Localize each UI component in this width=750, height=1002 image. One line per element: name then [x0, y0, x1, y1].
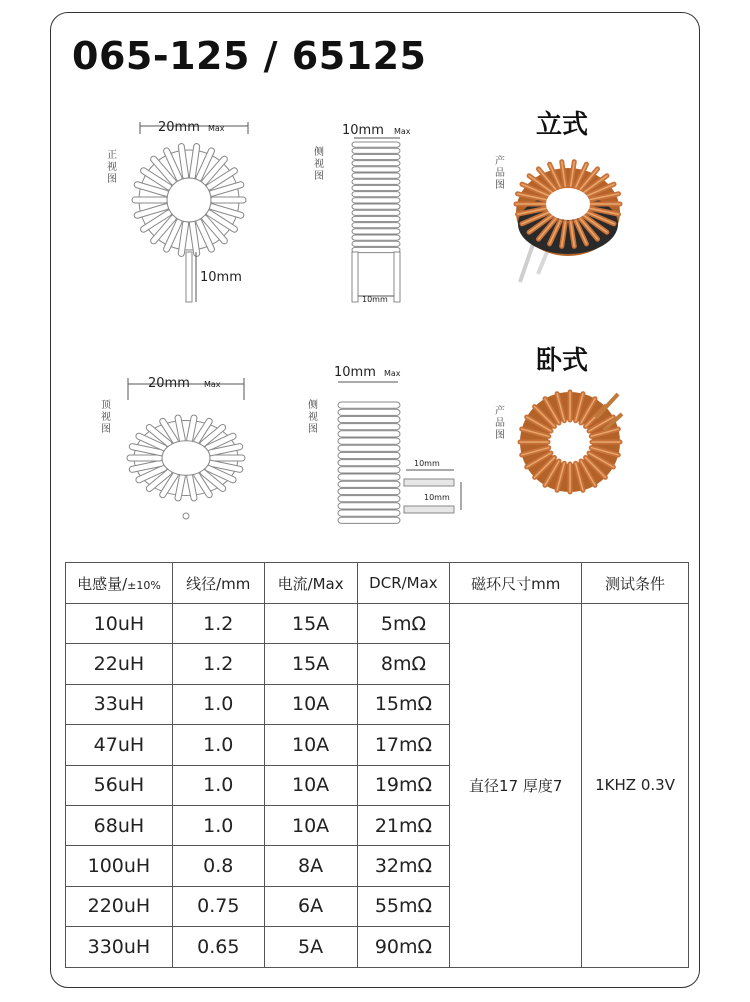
- dcr-cell: 32mΩ: [357, 846, 450, 886]
- ring-size-cell: 直径17 厚度7: [450, 604, 582, 968]
- product-image-label-2: 产品图: [495, 406, 505, 441]
- side2-width-label: 10mm: [334, 365, 376, 380]
- top-view-label: 顶视图: [101, 400, 111, 435]
- inductance-cell: 47uH: [66, 725, 173, 765]
- header-ring: 磁环尺寸mm: [450, 563, 582, 604]
- header-test: 测试条件: [582, 563, 689, 604]
- current-cell: 6A: [264, 886, 357, 926]
- dcr-cell: 15mΩ: [357, 684, 450, 724]
- wire-cell: 1.0: [172, 684, 264, 724]
- wire-cell: 1.2: [172, 604, 264, 644]
- vertical-product-image: [510, 150, 630, 290]
- front-view-drawing: [120, 110, 260, 310]
- inductance-cell: 220uH: [66, 886, 173, 926]
- side-lead-label: 10mm: [362, 295, 388, 304]
- wire-cell: 0.75: [172, 886, 264, 926]
- current-cell: 15A: [264, 644, 357, 684]
- wire-cell: 1.0: [172, 805, 264, 845]
- wire-cell: 0.65: [172, 927, 264, 967]
- side-view-label: 侧视图: [314, 147, 324, 182]
- side-max-label: Max: [394, 127, 411, 136]
- dcr-cell: 21mΩ: [357, 805, 450, 845]
- table-row: [66, 604, 689, 644]
- inductance-cell: 100uH: [66, 846, 173, 886]
- side-width-label: 10mm: [342, 123, 384, 138]
- inductance-cell: 330uH: [66, 927, 173, 967]
- header-wire: 线径/mm: [172, 563, 264, 604]
- dcr-cell: 5mΩ: [357, 604, 450, 644]
- front-lead-label: 10mm: [200, 270, 242, 285]
- inductance-cell: 68uH: [66, 805, 173, 845]
- front-view-label: 正视图: [107, 150, 117, 185]
- spec-table: [65, 562, 689, 968]
- dcr-cell: 19mΩ: [357, 765, 450, 805]
- page-title: 065-125 / 65125: [72, 34, 427, 78]
- front-width-label: 20mm: [158, 120, 200, 135]
- wire-cell: 1.2: [172, 644, 264, 684]
- side2-lead-gap-label: 10mm: [424, 493, 450, 502]
- header-dcr: DCR/Max: [357, 563, 450, 604]
- current-cell: 5A: [264, 927, 357, 967]
- top-max-label: Max: [204, 380, 221, 389]
- top-width-label: 20mm: [148, 376, 190, 391]
- dcr-cell: 90mΩ: [357, 927, 450, 967]
- vertical-style-title: 立式: [536, 110, 589, 140]
- inductance-cell: 33uH: [66, 684, 173, 724]
- wire-cell: 1.0: [172, 725, 264, 765]
- current-cell: 10A: [264, 805, 357, 845]
- side2-lead-len-label: 10mm: [414, 459, 440, 468]
- side2-max-label: Max: [384, 369, 401, 378]
- side-view-2-drawing: [328, 360, 478, 530]
- wire-cell: 0.8: [172, 846, 264, 886]
- wire-cell: 1.0: [172, 765, 264, 805]
- dcr-cell: 17mΩ: [357, 725, 450, 765]
- side-view-drawing: [330, 116, 430, 316]
- table-header-row: [66, 563, 689, 604]
- side-view-label-2: 侧视图: [308, 400, 318, 435]
- current-cell: 10A: [264, 725, 357, 765]
- current-cell: 10A: [264, 684, 357, 724]
- product-image-label-1: 产品图: [495, 156, 505, 191]
- test-condition-cell: 1KHZ 0.3V: [582, 604, 689, 968]
- header-inductance: 电感量/±10%: [66, 563, 173, 604]
- horizontal-product-image: [512, 384, 632, 504]
- top-view-drawing: [118, 360, 258, 530]
- current-cell: 8A: [264, 846, 357, 886]
- current-cell: 15A: [264, 604, 357, 644]
- horizontal-style-title: 卧式: [536, 346, 589, 376]
- inductance-cell: 10uH: [66, 604, 173, 644]
- dcr-cell: 55mΩ: [357, 886, 450, 926]
- current-cell: 10A: [264, 765, 357, 805]
- inductance-cell: 22uH: [66, 644, 173, 684]
- dcr-cell: 8mΩ: [357, 644, 450, 684]
- front-max-label: Max: [208, 124, 225, 133]
- inductance-cell: 56uH: [66, 765, 173, 805]
- header-current: 电流/Max: [264, 563, 357, 604]
